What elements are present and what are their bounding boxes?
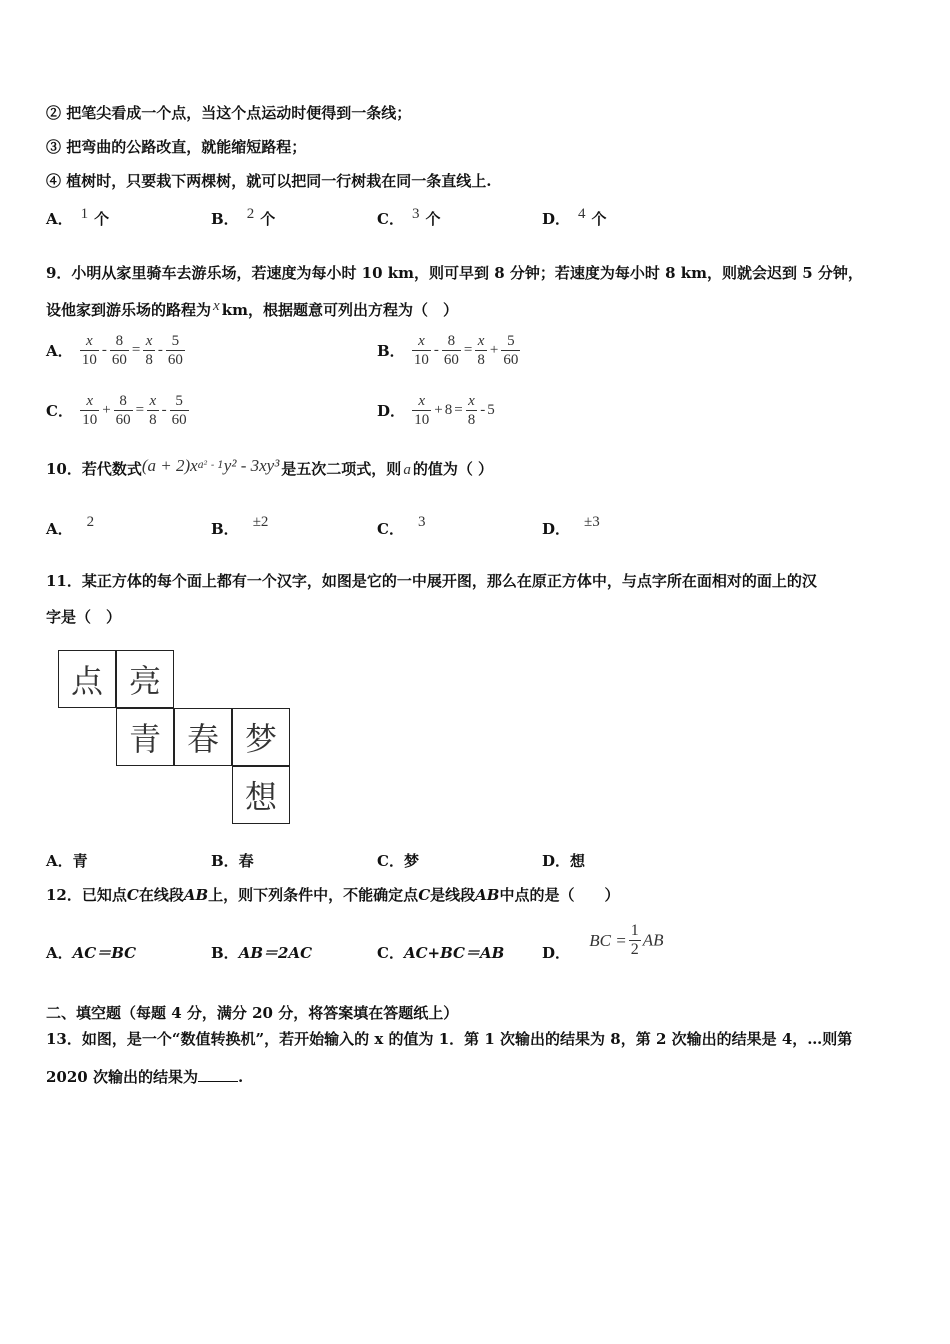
net-cell-qing: 青 [116, 708, 174, 766]
statement-2: ② 把笔尖看成一个点，当这个点运动时便得到一条线； [46, 104, 412, 122]
frac: $\frac{5}{60}$ [171, 393, 187, 428]
frac: $\frac{x}{10}$ [414, 393, 430, 428]
q9-option-c[interactable]: C． $\frac{x}{10}$ + $\frac{8}{60}$ = $\frac{x}{8}$ - $\frac{5}{60}$ [46, 393, 187, 428]
q10-stem: 10．若代数式$(a + 2)x^{a^2 - 1}y^2 - 3xy^3$ 是五次二项式，则 a 的值为（ ） [46, 456, 494, 478]
q12-option-a[interactable]: A．AC＝BC [46, 944, 137, 962]
frac: $\frac{x}{10}$ [413, 333, 429, 368]
q11-option-d[interactable]: D．想 [542, 852, 586, 870]
statement-3: ③ 把弯曲的公路改直，就能缩短路程； [46, 138, 307, 156]
net-cell-chun: 春 [174, 708, 232, 766]
q11-stem-line1: 11．某正方体的每个面上都有一个汉字，如图是它的一中展开图，那么在原正方体中，与点字所在面相对的面上的汉 [46, 572, 817, 590]
answer-blank[interactable] [198, 1081, 238, 1082]
q12-option-c[interactable]: C．AC+BC＝AB [377, 944, 505, 962]
frac: $\frac{x}{10}$ [82, 393, 98, 428]
q8-option-c[interactable]: C． 3 个 [377, 206, 441, 228]
frac: $\frac{8}{60}$ [115, 393, 131, 428]
q12-option-b[interactable]: B．AB＝2AC [211, 944, 313, 962]
frac: $\frac{x}{8}$ [467, 393, 476, 428]
q10-option-a[interactable]: A． 2 [46, 514, 95, 538]
q10-option-c[interactable]: C． 3 [377, 514, 426, 538]
q11-option-c[interactable]: C．梦 [377, 852, 419, 870]
frac: $\frac{8}{60}$ [111, 333, 127, 368]
q9-option-d[interactable]: D． $\frac{x}{10}$ + 8 = $\frac{x}{8}$ - 5 [377, 393, 495, 428]
q8-option-b[interactable]: B． 2 个 [211, 206, 276, 228]
q11-option-b[interactable]: B．春 [211, 852, 254, 870]
q9-option-a[interactable]: A． $\frac{x}{10}$ - $\frac{8}{60}$ = $\frac{x}{8}$ - $\frac{5}{60}$ [46, 333, 183, 368]
q10-option-d[interactable]: D． ±3 [542, 514, 600, 538]
q13-stem-line1: 13．如图，是一个“数值转换机”，若开始输入的 x 的值为 1．第 1 次输出的结果为 8，第 2 次输出的结果是 4，…则第 [46, 1030, 853, 1048]
frac: $\frac{x}{8}$ [149, 393, 157, 428]
net-cell-meng: 梦 [232, 708, 290, 766]
frac: $\frac{1}{2}$ [630, 922, 639, 958]
q10-option-b[interactable]: B． ±2 [211, 514, 269, 538]
q8-option-a[interactable]: A． 1 个 [46, 206, 110, 228]
cube-net-figure [58, 650, 294, 826]
q12-option-d[interactable]: D． BC = $\frac{1}{2}$ AB [542, 922, 664, 962]
frac: $\frac{5}{60}$ [503, 333, 519, 368]
q9-stem-line2: 设他家到游乐场的路程为 x km，根据题意可列出方程为（ ） [46, 298, 458, 319]
frac: $\frac{5}{60}$ [167, 333, 183, 368]
frac: $\frac{x}{8}$ [477, 333, 485, 368]
frac: $\frac{8}{60}$ [443, 333, 459, 368]
statement-4: ④ 植树时，只要栽下两棵树，就可以把同一行树栽在同一条直线上. [46, 172, 492, 190]
q11-option-a[interactable]: A．青 [46, 852, 88, 870]
q9-option-b[interactable]: B． $\frac{x}{10}$ - $\frac{8}{60}$ = $\frac{x}{8}$ + $\frac{5}{60}$ [377, 333, 519, 368]
q11-stem-line2: 字是（ ） [46, 608, 122, 626]
q9-stem-line1: 9．小明从家里骑车去游乐场，若速度为每小时 10 km，则可早到 8 分钟；若速度为每小时 8 km，则就会迟到 5 分钟， [46, 264, 863, 282]
net-cell-liang: 亮 [116, 650, 174, 708]
frac: $\frac{x}{8}$ [145, 333, 153, 368]
net-cell-xiang: 想 [232, 766, 290, 824]
q12-stem: 12．已知点C在线段AB上，则下列条件中，不能确定点C是线段AB中点的是（ ） [46, 886, 620, 904]
frac: $\frac{x}{10}$ [81, 333, 97, 368]
section-2-heading: 二、填空题（每题 4 分，满分 20 分，将答案填在答题纸上） [46, 1004, 459, 1022]
q8-option-d[interactable]: D． 4 个 [542, 206, 607, 228]
net-cell-dian: 点 [58, 650, 116, 708]
q13-stem-line2: 2020 次输出的结果为 . [46, 1068, 244, 1086]
